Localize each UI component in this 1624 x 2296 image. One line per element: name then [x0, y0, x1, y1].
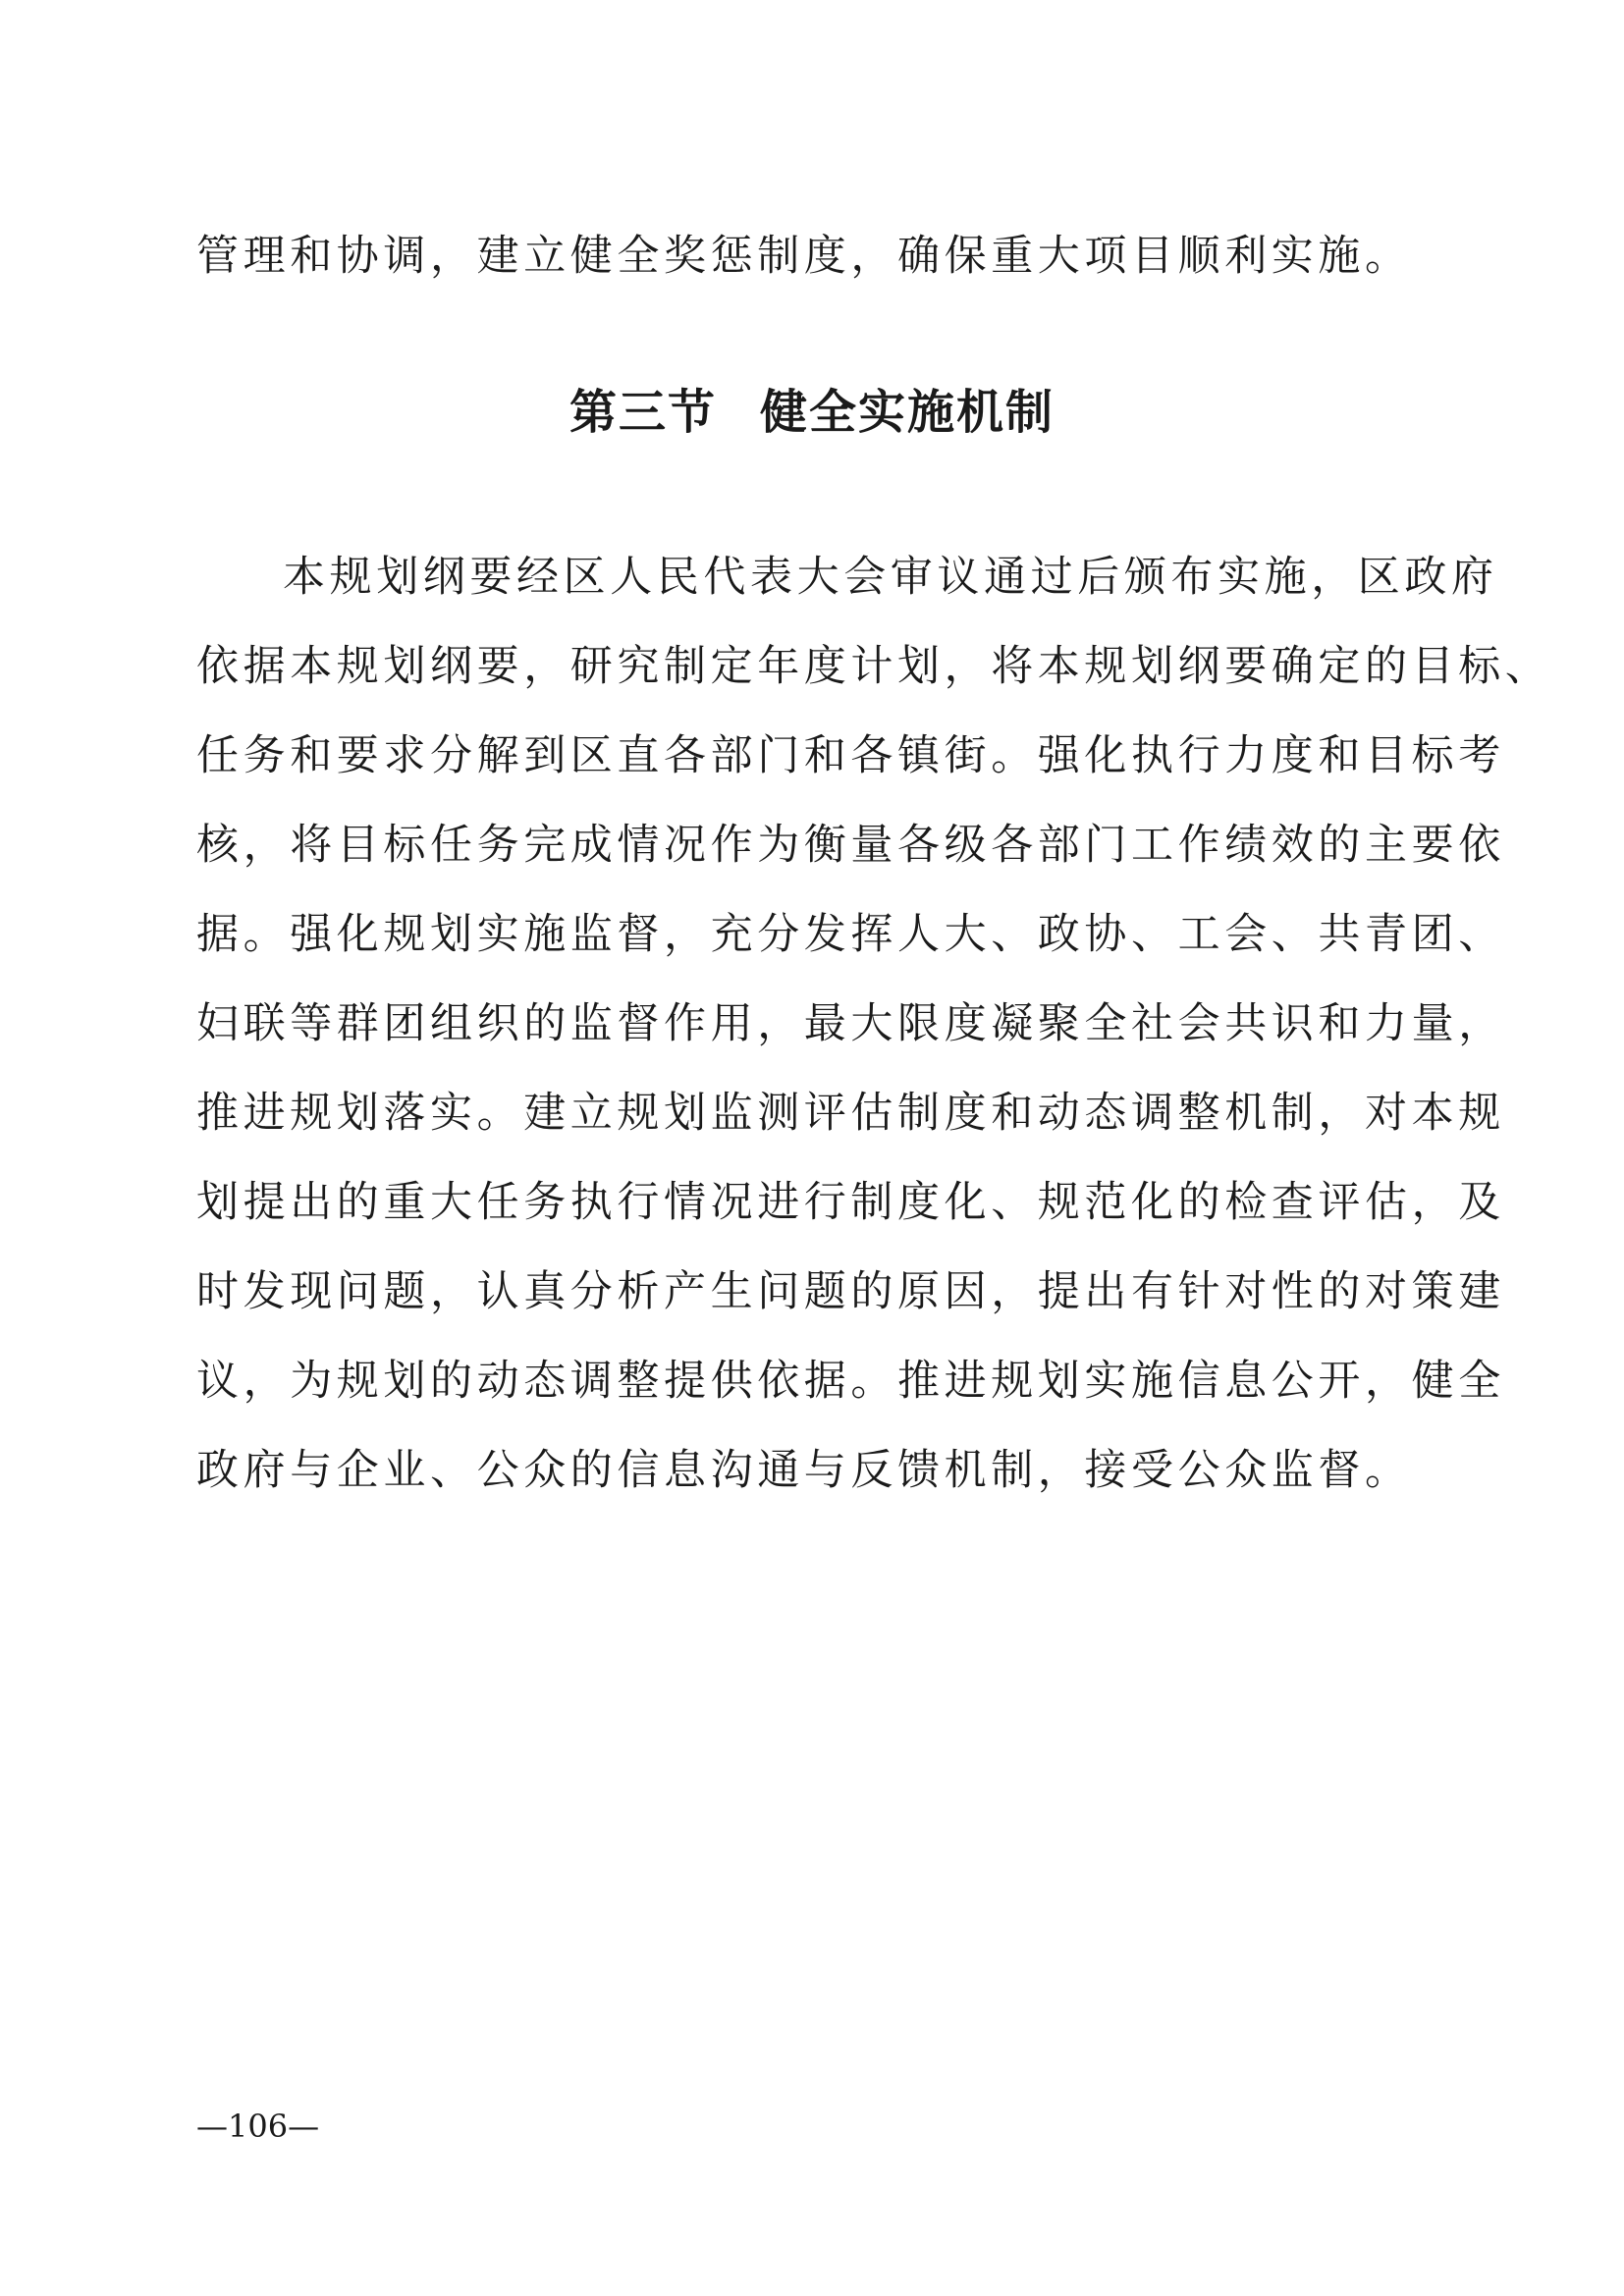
- paragraph-line: 核，将目标任务完成情况作为衡量各级各部门工作绩效的主要依: [196, 821, 1505, 870]
- paragraph-line: 本规划纲要经区人民代表大会审议通过后颁布实施，区政府: [283, 553, 1498, 602]
- paragraph-line: 议，为规划的动态调整提供依据。推进规划实施信息公开，健全: [196, 1357, 1505, 1406]
- section-number: 第三节: [568, 385, 717, 440]
- body-paragraph: [196, 548, 1552, 1530]
- paragraph-line: 时发现问题，认真分析产生问题的原因，提出有针对性的对策建: [196, 1267, 1505, 1316]
- continuation-text-line: 管理和协调，建立健全奖惩制度，确保重大项目顺利实施。: [196, 232, 1412, 281]
- section-title: 健全实施机制: [760, 385, 1056, 440]
- paragraph-line: 依据本规划纲要，研究制定年度计划，将本规划纲要确定的目标、: [196, 642, 1552, 691]
- paragraph-line: 划提出的重大任务执行情况进行制度化、规范化的检查评估，及: [196, 1178, 1505, 1227]
- paragraph-line: 妇联等群团组织的监督作用，最大限度凝聚全社会共识和力量，: [196, 999, 1505, 1048]
- paragraph-line: 政府与企业、公众的信息沟通与反馈机制，接受公众监督。: [196, 1446, 1412, 1495]
- section-heading: [0, 381, 1624, 444]
- paragraph-line: 推进规划落实。建立规划监测评估制度和动态调整机制，对本规: [196, 1089, 1505, 1138]
- paragraph-line: 任务和要求分解到区直各部门和各镇街。强化执行力度和目标考: [196, 731, 1505, 780]
- page-number: —106—: [196, 2108, 320, 2145]
- paragraph-line: 据。强化规划实施监督，充分发挥人大、政协、工会、共青团、: [196, 910, 1505, 959]
